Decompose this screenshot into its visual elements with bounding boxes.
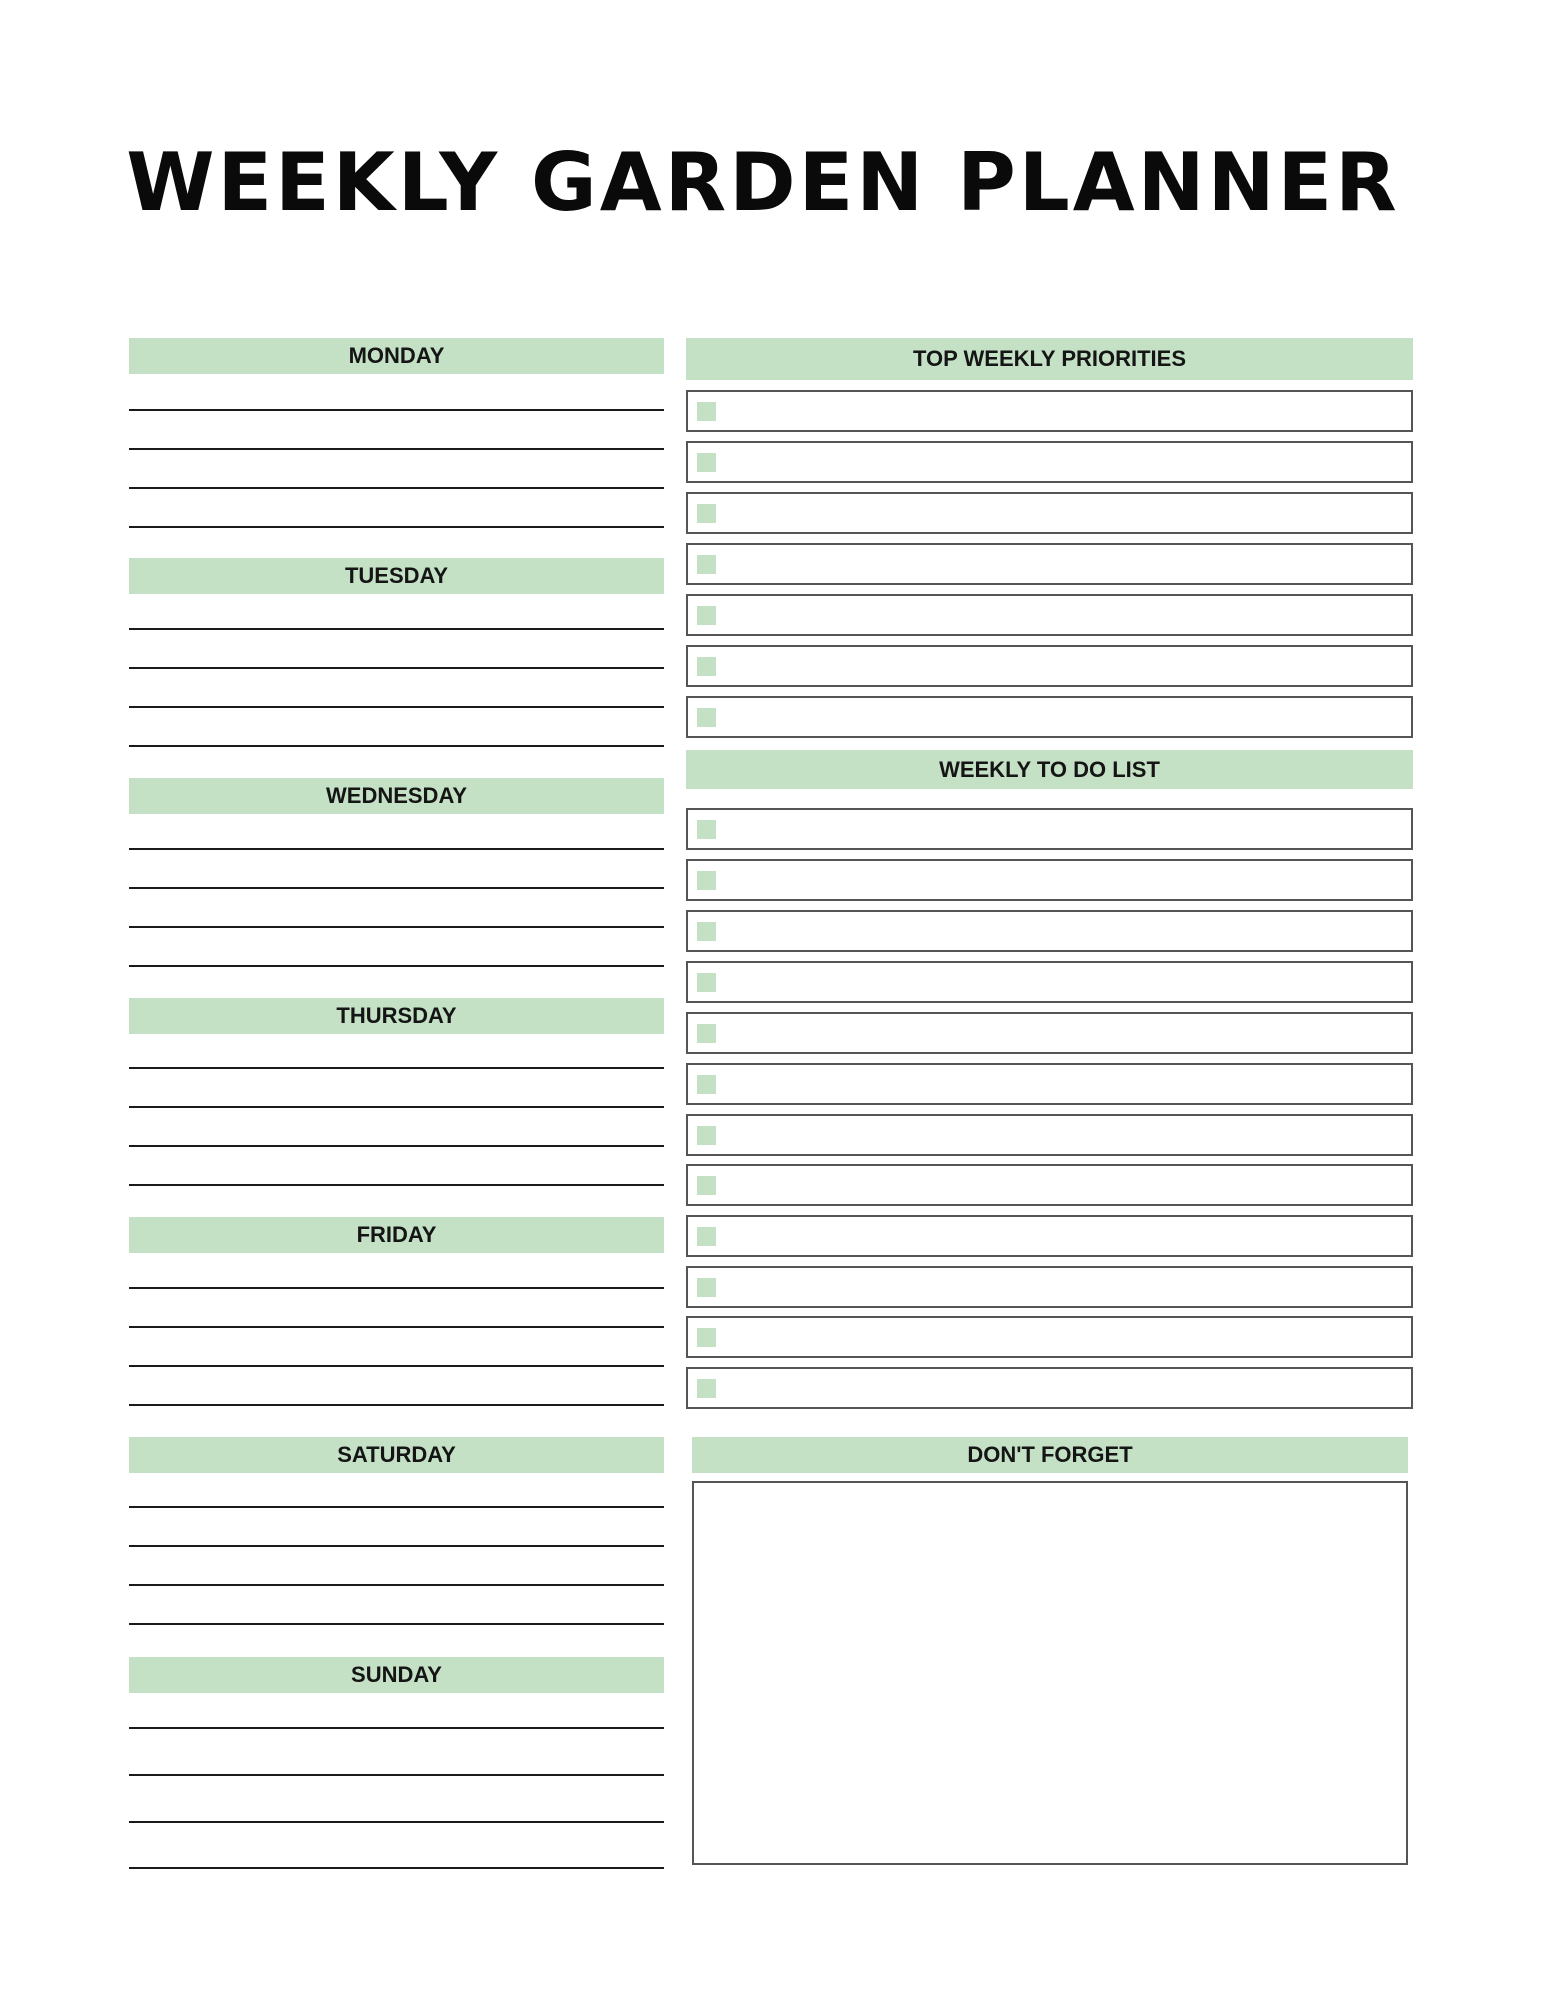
todo-row[interactable] [686,1316,1413,1358]
checkbox-icon[interactable] [697,708,716,727]
todo-row[interactable] [686,1164,1413,1206]
day-line[interactable] [129,1623,664,1625]
todo-row[interactable] [686,1367,1413,1409]
day-line[interactable] [129,1145,664,1147]
todo-row[interactable] [686,859,1413,901]
priority-row[interactable] [686,390,1413,432]
todo-row[interactable] [686,1215,1413,1257]
priority-row[interactable] [686,441,1413,483]
day-header-monday: MONDAY [129,338,664,374]
day-line[interactable] [129,848,664,850]
checkbox-icon[interactable] [697,820,716,839]
checkbox-icon[interactable] [697,1024,716,1043]
day-line[interactable] [129,1867,664,1869]
priorities-header: TOP WEEKLY PRIORITIES [686,338,1413,380]
day-line[interactable] [129,1067,664,1069]
dont-forget-notes-box[interactable] [692,1481,1408,1865]
checkbox-icon[interactable] [697,555,716,574]
page-title: WEEKLY GARDEN PLANNER [126,136,1400,229]
checkbox-icon[interactable] [697,606,716,625]
day-line[interactable] [129,1404,664,1406]
checkbox-icon[interactable] [697,973,716,992]
day-line[interactable] [129,1365,664,1367]
checkbox-icon[interactable] [697,1075,716,1094]
day-line[interactable] [129,965,664,967]
checkbox-icon[interactable] [697,1379,716,1398]
priority-row[interactable] [686,645,1413,687]
day-line[interactable] [129,1584,664,1586]
todo-row[interactable] [686,1266,1413,1308]
day-line[interactable] [129,628,664,630]
todo-row[interactable] [686,910,1413,952]
day-line[interactable] [129,526,664,528]
dont-forget-header: DON'T FORGET [692,1437,1408,1473]
priority-row[interactable] [686,543,1413,585]
checkbox-icon[interactable] [697,504,716,523]
todo-row[interactable] [686,1114,1413,1156]
checkbox-icon[interactable] [697,1176,716,1195]
day-header-friday: FRIDAY [129,1217,664,1253]
day-header-saturday: SATURDAY [129,1437,664,1473]
checkbox-icon[interactable] [697,453,716,472]
day-header-wednesday: WEDNESDAY [129,778,664,814]
day-line[interactable] [129,448,664,450]
day-header-thursday: THURSDAY [129,998,664,1034]
checkbox-icon[interactable] [697,1328,716,1347]
day-line[interactable] [129,1774,664,1776]
day-line[interactable] [129,409,664,411]
todo-row[interactable] [686,1012,1413,1054]
day-line[interactable] [129,887,664,889]
priority-row[interactable] [686,492,1413,534]
todo-row[interactable] [686,1063,1413,1105]
day-line[interactable] [129,1184,664,1186]
day-line[interactable] [129,667,664,669]
checkbox-icon[interactable] [697,1278,716,1297]
todo-row[interactable] [686,808,1413,850]
checkbox-icon[interactable] [697,1126,716,1145]
day-line[interactable] [129,1326,664,1328]
checkbox-icon[interactable] [697,922,716,941]
day-line[interactable] [129,1506,664,1508]
day-header-tuesday: TUESDAY [129,558,664,594]
priority-row[interactable] [686,594,1413,636]
day-line[interactable] [129,1106,664,1108]
day-line[interactable] [129,487,664,489]
day-line[interactable] [129,706,664,708]
checkbox-icon[interactable] [697,1227,716,1246]
day-line[interactable] [129,926,664,928]
todo-row[interactable] [686,961,1413,1003]
checkbox-icon[interactable] [697,657,716,676]
priority-row[interactable] [686,696,1413,738]
day-header-sunday: SUNDAY [129,1657,664,1693]
day-line[interactable] [129,1287,664,1289]
todo-header: WEEKLY TO DO LIST [686,750,1413,789]
checkbox-icon[interactable] [697,402,716,421]
checkbox-icon[interactable] [697,871,716,890]
day-line[interactable] [129,745,664,747]
day-line[interactable] [129,1545,664,1547]
day-line[interactable] [129,1727,664,1729]
day-line[interactable] [129,1821,664,1823]
